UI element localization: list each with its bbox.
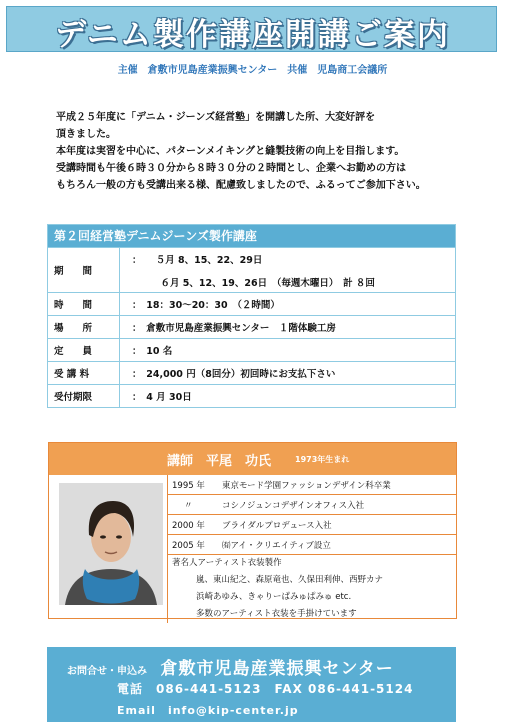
intro-line: 平成２５年度に「デニム・ジーンズ経営塾」を開講した所、大変好評を <box>56 112 376 123</box>
history-year: 1995 年 <box>172 480 205 491</box>
title-banner <box>6 6 497 52</box>
intro-line: もちろん一般の方も受講出来る様、配慮致しましたので、ふるってご参加下さい。 <box>56 180 426 191</box>
history-row <box>167 495 457 515</box>
organizer-line: 主催 倉敷市児島産業振興センター 共催 児島商工会議所 <box>117 65 388 76</box>
row-label: 期 間 <box>48 248 120 292</box>
clients-line: 嵐、東山紀之、森原竜也、久保田利伸、西野カナ <box>196 575 384 585</box>
portrait-illustration <box>59 483 163 605</box>
history-row <box>167 535 457 555</box>
history-desc: 東京モード学園ファッションデザイン科卒業 <box>222 480 391 491</box>
row-value: ： 10 名 <box>132 346 173 357</box>
history-row <box>167 475 457 495</box>
clients-line: 浜崎あゆみ、きゃりーぱみゅぱみゅ etc. <box>196 592 352 602</box>
row-label: 場 所 <box>48 316 120 338</box>
lecturer-born: 1973年生まれ <box>295 454 350 464</box>
row-label: 定 員 <box>48 339 120 361</box>
row-value: ： 24,000 円（8回分）初回時にお支払下さい <box>132 369 336 380</box>
contact-phone: 電話 086-441-5123 FAX 086-441-5124 <box>117 682 414 696</box>
artist-clients <box>167 555 457 623</box>
clients-title: 著名人アーティスト衣装製作 <box>172 558 282 568</box>
course-row-time <box>48 292 455 315</box>
row-label: 受 講 料 <box>48 362 120 384</box>
intro-line: 頂きました。 <box>56 129 116 140</box>
course-row-capacity <box>48 338 455 361</box>
course-info-table <box>47 224 456 408</box>
row-value: ： 倉敷市児島産業振興センター １階体験工房 <box>132 323 336 334</box>
history-row <box>167 515 457 535</box>
lecturer-history <box>167 475 457 623</box>
clients-line: 多数のアーティスト衣装を手掛けています <box>196 609 357 619</box>
contact-label: お問合せ・申込み <box>67 666 147 677</box>
course-row-fee <box>48 361 455 384</box>
intro-line: 受講時間も午後６時３０分から８時３０分の２時間とし、企業へお勤めの方は <box>56 163 406 174</box>
row-label: 受付期限 <box>48 385 120 407</box>
history-desc: コシノジュンコデザインオフィス入社 <box>222 500 365 511</box>
contact-email[interactable]: Email info@kip-center.jp <box>117 704 299 717</box>
contact-footer <box>47 647 456 722</box>
lecturer-name: 講師 平尾 功氏 <box>167 453 272 469</box>
course-row-deadline <box>48 384 455 407</box>
row-value: ６月 5、12、19、26日 （毎週木曜日） 計 ８回 <box>132 277 375 289</box>
course-row-place <box>48 315 455 338</box>
history-year: 〃 <box>184 500 193 511</box>
center-name: 倉敷市児島産業振興センター <box>160 659 394 679</box>
intro-text <box>56 109 496 194</box>
row-value: ： 4 月 30日 <box>132 392 192 403</box>
lecturer-box <box>48 442 457 619</box>
row-label: 時 間 <box>48 293 120 315</box>
history-desc: ブライダルプロデュース入社 <box>222 520 332 531</box>
page-title: デニム製作講座開講ご案内 <box>55 17 450 53</box>
intro-line: 本年度は実習を中心に、パターンメイキングと縫製技術の向上を目指します。 <box>56 146 405 157</box>
lecturer-header <box>49 443 456 475</box>
course-title: 第２回経営塾デニムジーンズ製作講座 <box>48 225 455 247</box>
contact-heading <box>67 654 394 679</box>
row-value: ： 18：30〜20：30 （２時間） <box>132 300 280 311</box>
history-year: 2005 年 <box>172 540 205 551</box>
history-desc: ㈲アイ・クリエイティブ設立 <box>222 540 331 551</box>
lecturer-photo <box>59 483 163 605</box>
history-year: 2000 年 <box>172 520 205 531</box>
row-value: ： ５月 8、15、22、29日 <box>132 254 263 266</box>
course-row-period <box>48 247 455 292</box>
